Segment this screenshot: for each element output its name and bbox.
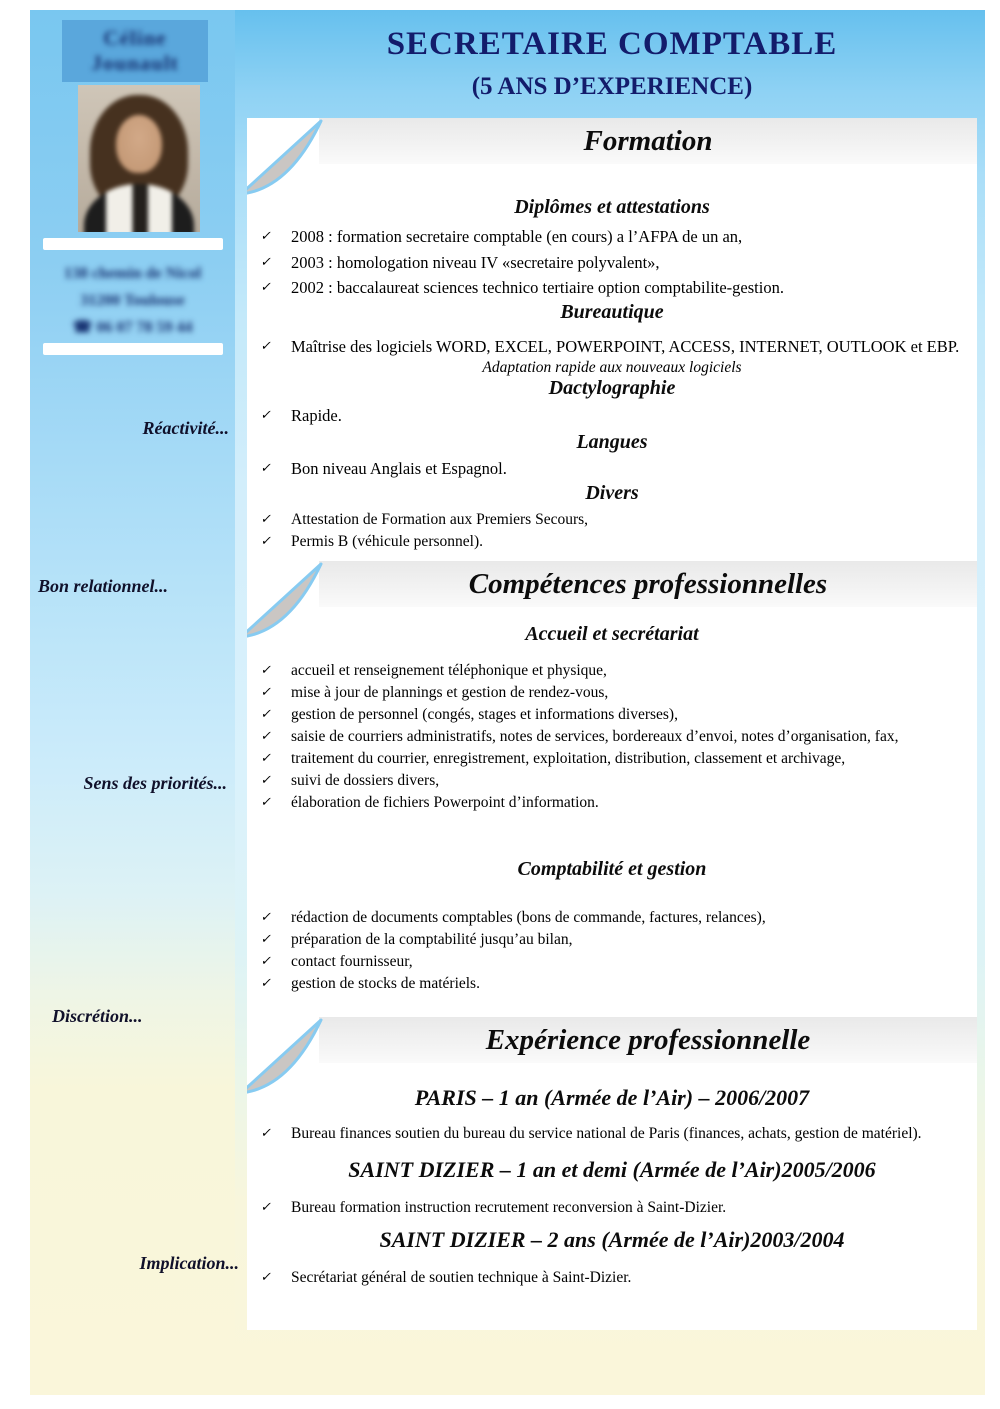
item-text: suivi de dossiers divers, (291, 772, 440, 789)
checkmark-icon: ✓ (259, 685, 274, 700)
checkmark-icon: ✓ (259, 1200, 274, 1215)
list-item (257, 726, 963, 748)
list-accueil (247, 660, 977, 814)
name-plate (62, 20, 208, 82)
checkmark-icon: ✓ (259, 534, 274, 549)
item-text: Attestation de Formation aux Premiers Secours, (291, 511, 589, 528)
item-text: mise à jour de plannings et gestion de rendez-vous, (291, 684, 609, 701)
list-item (257, 907, 963, 929)
page-curl-icon (247, 561, 327, 643)
list-item (257, 1267, 963, 1289)
checkmark-icon: ✓ (259, 932, 274, 947)
list-item (257, 748, 963, 770)
list-item (257, 704, 963, 726)
quality-sens-des-priorites: Sens des priorités... (83, 773, 227, 793)
list-item (257, 275, 963, 301)
item-text: rédaction de documents comptables (bons de commande, factures, relances), (291, 909, 766, 926)
subsection-title-accueil: Accueil et secrétariat (525, 623, 699, 645)
list-job-paris (247, 1123, 977, 1145)
section-title-formation: Formation (583, 124, 713, 157)
name-line-2: Jounault (91, 51, 179, 75)
sidebar (30, 10, 239, 1395)
quality-bon-relationnel: Bon relationnel... (38, 576, 169, 596)
item-text: accueil et renseignement téléphonique et physique, (291, 662, 607, 679)
list-item (257, 973, 963, 995)
quality-implication: Implication... (139, 1253, 239, 1273)
list-item (257, 509, 963, 531)
checkmark-icon: ✓ (259, 229, 274, 244)
item-text: traitement du courrier, enregistrement, exploitation, distribution, classement et archivage, (291, 750, 846, 767)
list-item (257, 660, 963, 682)
item-text: Maîtrise des logiciels WORD, EXCEL, POWERPOINT, ACCESS, INTERNET, OUTLOOK et EBP. (291, 336, 960, 356)
list-item (257, 224, 963, 250)
checkmark-icon: ✓ (259, 976, 274, 991)
name-line-1: Céline (103, 26, 167, 50)
item-text: gestion de personnel (congés, stages et informations diverses), (291, 706, 678, 723)
address-block (36, 260, 229, 341)
list-job-saint-dizier-1 (247, 1197, 977, 1219)
subsection-title-comptabilite: Comptabilité et gestion (517, 858, 707, 880)
portrait-photo (78, 85, 200, 232)
quality-discretion: Discrétion... (52, 1006, 143, 1026)
checkmark-icon: ✓ (259, 773, 274, 788)
checkmark-icon: ✓ (259, 254, 274, 270)
subsection-title-dactylographie: Dactylographie (548, 377, 676, 399)
list-item (257, 456, 963, 482)
list-item (257, 792, 963, 814)
list-item (257, 250, 963, 276)
checkmark-icon: ✓ (259, 910, 274, 925)
subsection-title-langues: Langues (576, 430, 648, 453)
job-heading-saint-dizier-2: SAINT DIZIER – 2 ans (Armée de l’Air)2003/2004 (379, 1227, 845, 1252)
checkmark-icon: ✓ (259, 280, 274, 295)
item-text: Bon niveau Anglais et Espagnol. (291, 458, 507, 478)
checkmark-icon: ✓ (259, 1270, 274, 1285)
item-text: 2002 : baccalaureat sciences technico tertiaire option comptabilite-gestion. (291, 278, 784, 297)
item-text: contact fournisseur, (291, 953, 413, 970)
portrait-face (116, 115, 162, 173)
list-item (257, 682, 963, 704)
checkmark-icon: ✓ (259, 751, 274, 766)
job-heading-paris: PARIS – 1 an (Armée de l’Air) – 2006/2007 (414, 1085, 810, 1110)
item-text: saisie de courriers administratifs, notes de services, bordereaux d’envoi, notes d’organisation, fax, (291, 728, 899, 745)
subsection-title-bureautique: Bureautique (560, 300, 664, 323)
list-langues (247, 456, 977, 482)
list-item (257, 770, 963, 792)
formation-band (319, 118, 977, 164)
item-text: élaboration de fichiers Powerpoint d’information. (291, 794, 599, 811)
job-heading-saint-dizier-1: SAINT DIZIER – 1 an et demi (Armée de l’Air)2005/2006 (348, 1157, 876, 1182)
bureautique-note: Adaptation rapide aux nouveaux logiciels (482, 359, 742, 376)
checkmark-icon: ✓ (259, 512, 274, 527)
title-block (247, 24, 977, 104)
cv-title: SECRETAIRE COMPTABLE (386, 26, 838, 62)
list-dactylographie (247, 403, 977, 429)
address-line-1: 138 chemin de Nicol (63, 265, 202, 282)
content-panel (247, 118, 977, 1330)
address-line-2: 31200 Toulouse (80, 292, 185, 309)
subsection-title-diplomes: Diplômes et attestations (514, 196, 710, 218)
section-header-experience (247, 1017, 977, 1063)
competences-band (319, 561, 977, 607)
section-title-competences: Compétences professionnelles (468, 567, 828, 600)
checkmark-icon: ✓ (259, 663, 274, 678)
cv-canvas (30, 10, 985, 1395)
checkmark-icon: ✓ (259, 795, 274, 810)
checkmark-icon: ✓ (259, 954, 274, 969)
section-header-competences (247, 561, 977, 607)
cv-subtitle: (5 ANS D’EXPERIENCE) (471, 73, 753, 100)
checkmark-icon: ✓ (259, 460, 274, 476)
experience-band (319, 1017, 977, 1063)
portrait-photo-art (78, 85, 200, 232)
item-text: 2003 : homologation niveau IV «secretaire polyvalent», (291, 252, 660, 272)
item-text: préparation de la comptabilité jusqu’au bilan, (291, 931, 573, 948)
item-text: Permis B (véhicule personnel). (291, 533, 483, 550)
checkmark-icon: ✓ (259, 729, 274, 744)
item-text: 2008 : formation secretaire comptable (en cours) a l’AFPA de un an, (291, 227, 743, 246)
page-curl-icon (247, 1017, 327, 1099)
checkmark-icon: ✓ (259, 1126, 274, 1141)
checkmark-icon: ✓ (259, 338, 274, 354)
address-phone-line: ☎ 06 07 78 59 44 (72, 319, 193, 336)
quality-reactivite: Réactivité... (142, 418, 229, 438)
item-text: Rapide. (291, 406, 342, 425)
list-comptabilite (247, 907, 977, 995)
list-item (257, 334, 963, 360)
list-item (257, 1197, 963, 1219)
section-title-experience: Expérience professionnelle (485, 1023, 811, 1056)
list-item (257, 531, 963, 553)
list-item (257, 403, 963, 429)
list-divers (247, 509, 977, 553)
list-item (257, 951, 963, 973)
item-text: Bureau finances soutien du bureau du service national de Paris (finances, achats, gestion de matériel). (291, 1125, 922, 1142)
subsection-title-divers: Divers (585, 482, 639, 504)
divider-bar-top (43, 238, 223, 250)
list-bureautique (247, 334, 977, 360)
item-text: gestion de stocks de matériels. (291, 975, 480, 992)
item-text: Secrétariat général de soutien technique à Saint-Dizier. (291, 1269, 632, 1286)
checkmark-icon: ✓ (259, 408, 274, 423)
list-job-saint-dizier-2 (247, 1267, 977, 1289)
page-curl-icon (247, 118, 327, 200)
section-header-formation (247, 118, 977, 164)
checkmark-icon: ✓ (259, 707, 274, 722)
list-diplomes (247, 224, 977, 301)
item-text: Bureau formation instruction recrutement reconversion à Saint-Dizier. (291, 1199, 727, 1216)
list-item (257, 1123, 963, 1145)
list-item (257, 929, 963, 951)
divider-bar-bottom (43, 343, 223, 355)
